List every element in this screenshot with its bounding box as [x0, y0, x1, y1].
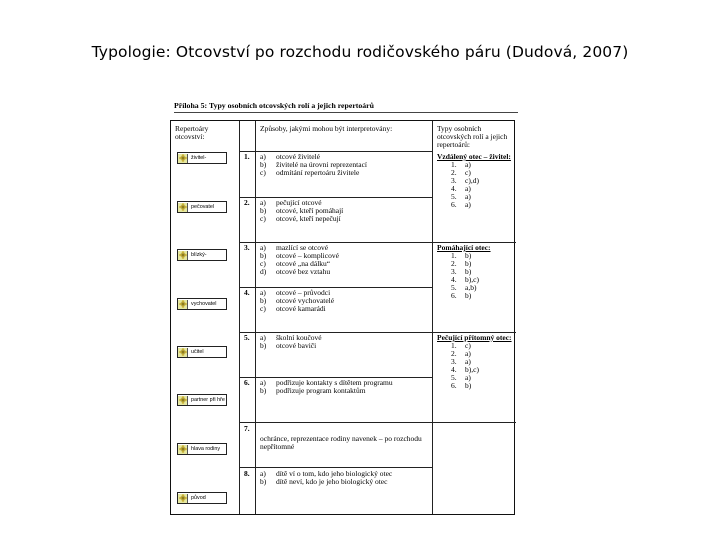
role-badge-label: učitel [191, 349, 204, 355]
list-item: d) otcové bez vztahu [260, 267, 331, 276]
list-item: 1. b) [451, 251, 472, 260]
role-number: 1. [244, 152, 250, 161]
list-item: c) otcové, kteří nepečují [260, 214, 341, 223]
row-divider [239, 467, 433, 468]
list-item: a) otcové – průvodci [260, 288, 331, 297]
role-interpretations [260, 244, 428, 276]
role-interpretation-text: ochránce, reprezentace rodiny navenek – po rozchodu nepřítomné [260, 434, 422, 451]
type-distant-father [437, 153, 517, 209]
role-badge-label: původ [191, 495, 206, 501]
header-role-types: Typy osobních otcovských rolí a jejich repertoárů: [437, 124, 508, 149]
list-item: 6. a) [451, 200, 471, 209]
list-item: a) dítě ví o tom, kdo jeho biologický otec [260, 469, 393, 478]
row-divider [239, 242, 433, 243]
type-title: Pečující přítomný otec: [437, 333, 512, 342]
list-item: 4. b),c) [451, 365, 479, 374]
role-badge-label: partner při hře [191, 397, 225, 403]
list-item: a) podřizuje kontakty s dítětem programu [260, 378, 393, 387]
flower-icon [178, 154, 188, 163]
list-item: 3. a) [451, 357, 471, 366]
list-item: 3. b) [451, 267, 472, 276]
role-table [170, 120, 515, 515]
list-item: a) mazlící se otcové [260, 243, 329, 252]
column-divider [255, 121, 256, 514]
role-badge-breadwinner [177, 152, 227, 164]
role-badge-label: pečovatel [191, 204, 215, 210]
list-item: 6. b) [451, 381, 472, 390]
list-item: c) odmítání repertoáru živitele [260, 168, 360, 177]
list-item: b) živitelé na úrovni reprezentací [260, 160, 367, 169]
scanned-table-image [170, 100, 520, 520]
role-interpretations [260, 153, 428, 177]
list-item: a) otcové živitelé [260, 152, 320, 161]
list-item: b) otcové baviči [260, 341, 317, 350]
role-interpretations [260, 379, 428, 395]
list-item: 1. c) [451, 341, 471, 350]
role-interpretations [260, 334, 428, 350]
header-repertoires: Repertoáry otcovství: [175, 124, 209, 141]
role-number: 2. [244, 198, 250, 207]
role-number: 4. [244, 288, 250, 297]
role-number: 6. [244, 378, 250, 387]
flower-icon [178, 396, 188, 405]
list-item: a) pečující otcové [260, 198, 322, 207]
role-badge-label: vychovatel [191, 301, 217, 307]
flower-icon [178, 494, 188, 503]
role-badge-label: hlava rodiny [191, 446, 221, 452]
flower-icon [178, 203, 188, 212]
list-item: 4. a) [451, 184, 471, 193]
role-badge-educator [177, 298, 227, 310]
list-item: 6. b) [451, 291, 472, 300]
list-item: 2. b) [451, 259, 472, 268]
role-badge-teacher [177, 346, 227, 358]
role-badge-close [177, 249, 227, 261]
type-helping-father [437, 244, 517, 300]
list-item: b) podřizuje program kontaktům [260, 386, 366, 395]
list-item: b) otcové vychovatelé [260, 296, 335, 305]
doc-caption: Příloha 5: Typy osobních otcovských rolí a jejich repertoárů [174, 101, 374, 110]
list-item: b) otcové, kteří pomáhají [260, 206, 344, 215]
role-badge-head-of-family [177, 443, 227, 455]
role-interpretations [260, 470, 428, 486]
role-number: 8. [244, 469, 250, 478]
list-item: b) otcové – komplicové [260, 251, 339, 260]
list-item: 2. a) [451, 349, 471, 358]
list-item: 5. a) [451, 373, 471, 382]
list-item: 2. c) [451, 168, 471, 177]
role-badge-label: živitel- [191, 155, 207, 161]
list-item: a) školní koučové [260, 333, 322, 342]
header-interpretations: Způsoby, jakými mohou být interpretovány: [260, 124, 393, 133]
role-number: 7. [244, 424, 250, 433]
flower-icon [178, 300, 188, 309]
flower-icon [178, 445, 188, 454]
type-title: Vzdálený otec – živitel: [437, 152, 511, 161]
list-item: 4. b),c) [451, 275, 479, 284]
role-badge-label: blízký- [191, 252, 207, 258]
role-number: 5. [244, 333, 250, 342]
caption-divider [174, 112, 518, 113]
role-badge-origin [177, 492, 227, 504]
row-divider [239, 197, 433, 198]
row-divider [239, 151, 433, 152]
slide-title: Typologie: Otcovství po rozchodu rodičovského páru (Dudová, 2007) [91, 43, 629, 61]
row-divider [239, 287, 433, 288]
role-badge-caregiver [177, 201, 227, 213]
role-badge-play-partner [177, 394, 227, 406]
column-divider [239, 121, 240, 514]
column-divider [432, 121, 433, 514]
role-interpretations [260, 289, 428, 313]
type-title: Pomáhající otec: [437, 243, 491, 252]
flower-icon [178, 251, 188, 260]
list-item: c) otcové „na dálku“ [260, 259, 331, 268]
row-divider [239, 332, 433, 333]
type-divider [432, 422, 516, 423]
list-item: 3. c),d) [451, 176, 479, 185]
row-divider [239, 422, 433, 423]
list-item: 1. a) [451, 160, 471, 169]
flower-icon [178, 348, 188, 357]
list-item: 5. a,b) [451, 283, 477, 292]
list-item: c) otcové kamarádi [260, 304, 326, 313]
list-item: b) dítě neví, kdo je jeho biologický otec [260, 477, 388, 486]
role-number: 3. [244, 243, 250, 252]
role-interpretations [260, 199, 428, 223]
type-caring-present-father [437, 334, 517, 390]
list-item: 5. a) [451, 192, 471, 201]
